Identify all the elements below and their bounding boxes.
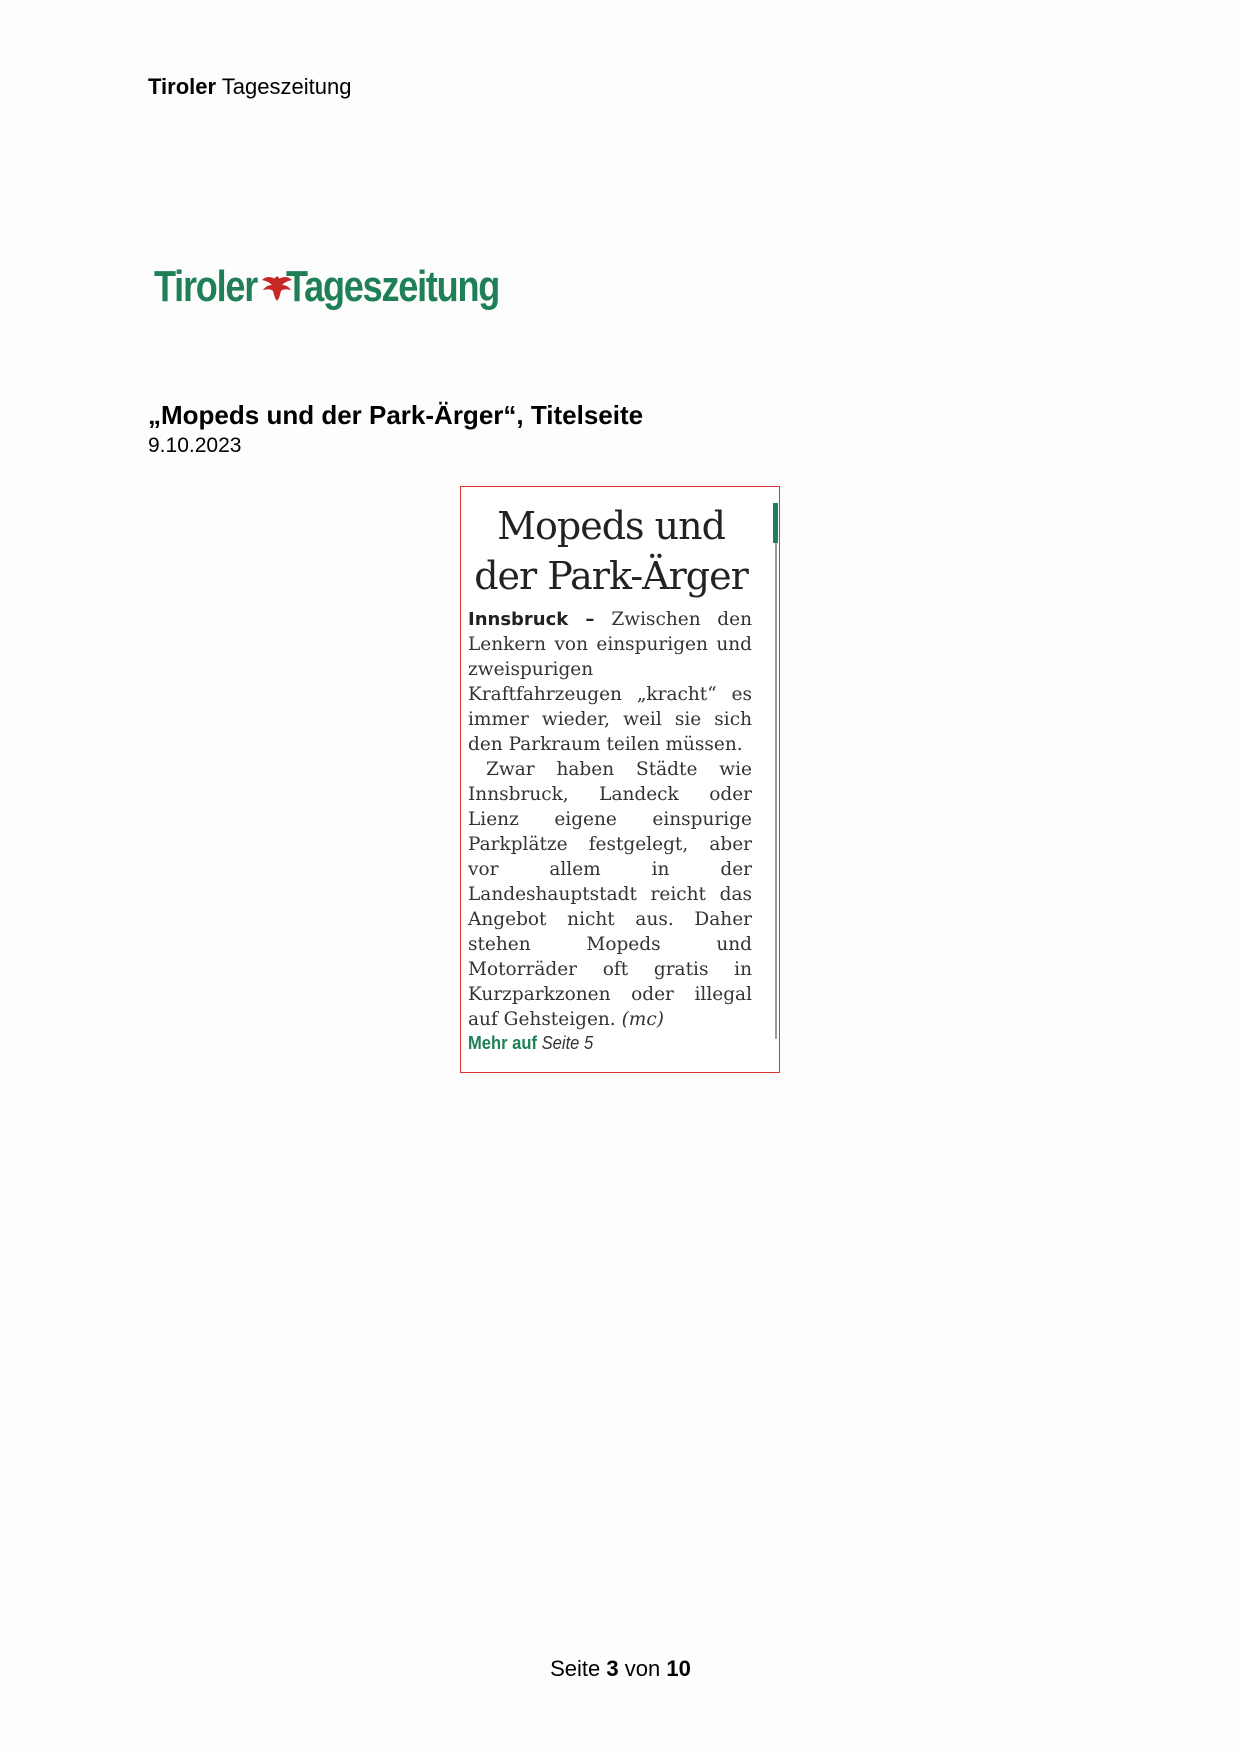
article-body (468, 607, 752, 1032)
paragraph-1-text: Zwischen den Lenkern von einspurigen und zweispurigen Kraftfahrzeugen „kracht“ es immer wieder, weil sie sich den Parkraum teilen müssen. (468, 609, 752, 755)
footer-current-page: 3 (606, 1656, 619, 1681)
headline-line-2: der Park-Ärger (474, 554, 748, 598)
newspaper-logo (154, 262, 546, 312)
footer-prefix: Seite (550, 1656, 601, 1681)
page-footer (0, 1656, 1241, 1682)
article-headline (461, 501, 761, 601)
more-label: Mehr auf (468, 1033, 538, 1053)
logo-text-right: Tageszeitung (285, 262, 499, 311)
document-date: 9.10.2023 (148, 434, 242, 457)
byline: (mc) (621, 1009, 664, 1030)
article-clipping (460, 486, 780, 1073)
footer-total-pages: 10 (666, 1656, 691, 1681)
dateline: Innsbruck (468, 609, 569, 630)
paragraph-1 (468, 607, 752, 757)
header-brand-regular: Tageszeitung (221, 74, 352, 99)
footer-middle: von (624, 1656, 661, 1681)
logo-text-left: Tiroler (154, 262, 258, 311)
document-title: „Mopeds und der Park-Ärger“, Titelseite (148, 400, 644, 430)
paragraph-2 (468, 757, 752, 1032)
more-page: Seite 5 (541, 1033, 594, 1053)
page-header (148, 74, 351, 100)
accent-bar (773, 503, 778, 543)
headline-line-1: Mopeds und (497, 504, 725, 548)
side-rule (775, 543, 777, 1039)
dateline-dash: – (568, 609, 612, 630)
more-link (468, 1033, 593, 1054)
paragraph-2-text: Zwar haben Städte wie Innsbruck, Landeck oder Lienz eigene einspurige Parkplätze festgelegt, aber vor allem in der Landeshauptstadt reicht das Angebot nicht aus. Daher stehen Mopeds und Motorräder oft gratis in Kurzparkzonen oder illegal auf Gehsteigen. (468, 759, 752, 1030)
header-brand-bold: Tiroler (148, 74, 217, 99)
